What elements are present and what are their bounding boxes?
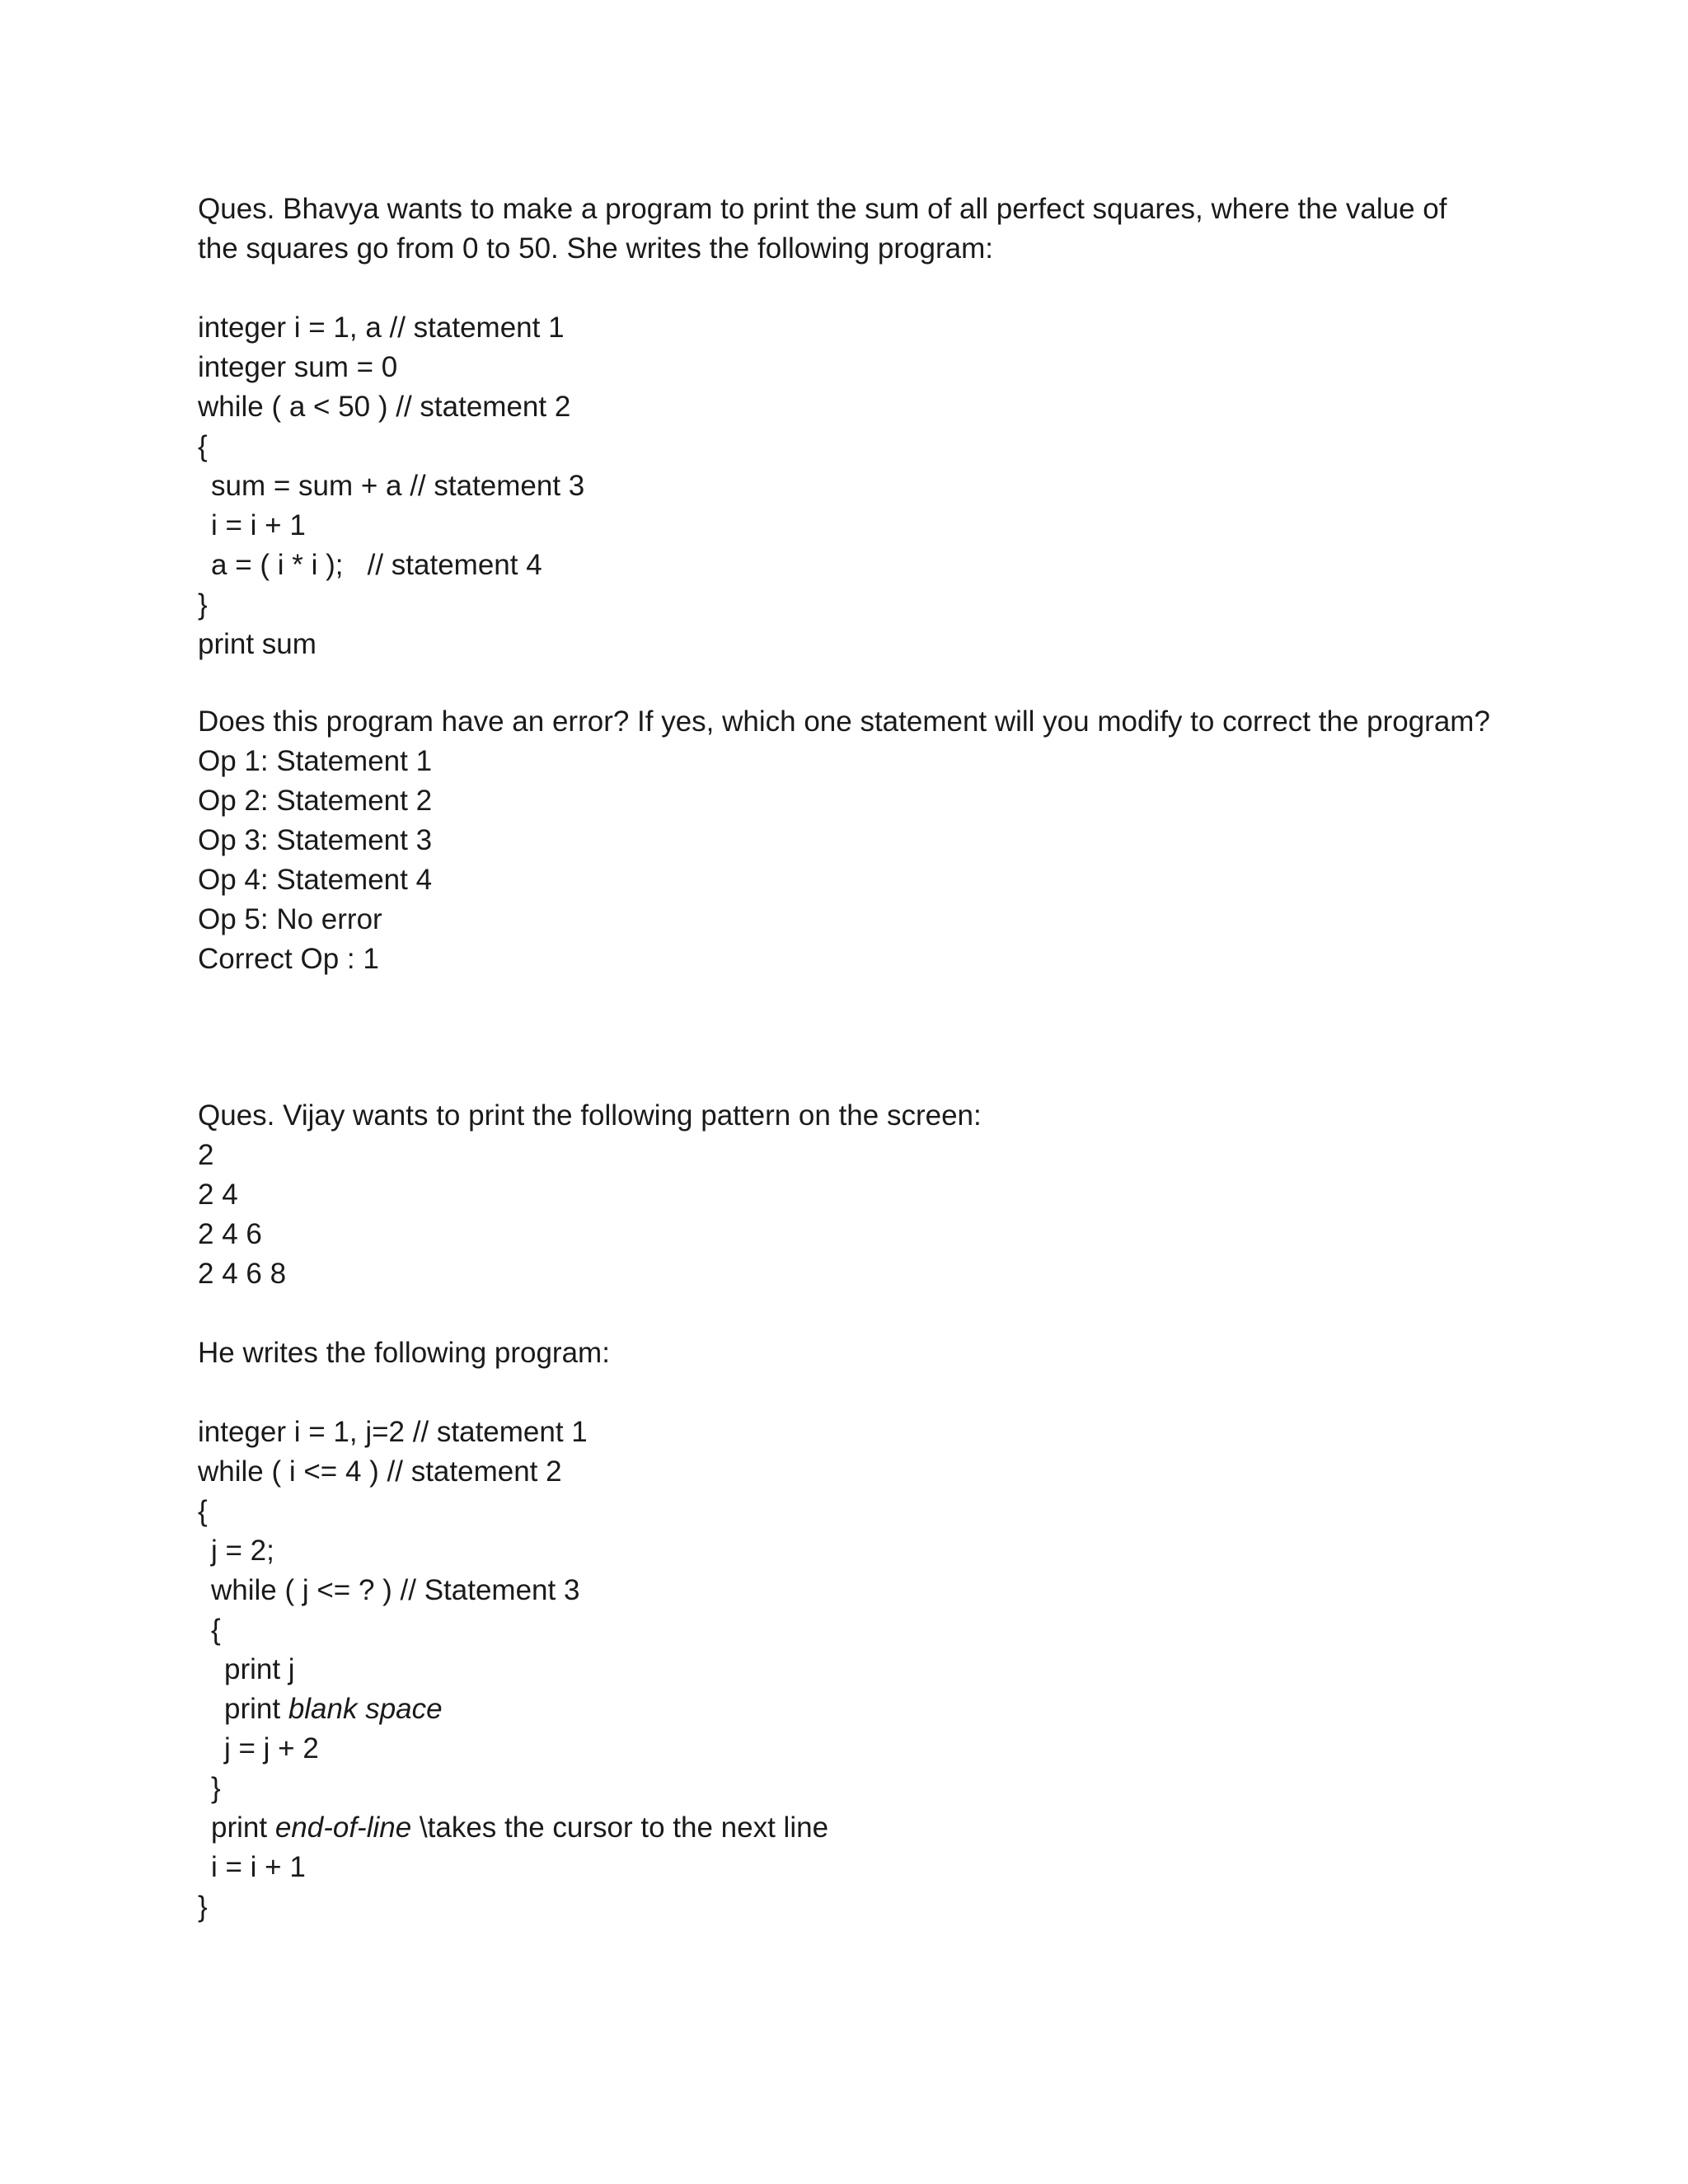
code-line: while ( i <= 4 ) // statement 2 [198, 1455, 562, 1488]
pattern-line: 2 4 6 8 [198, 1258, 287, 1290]
code-line: while ( j <= ? ) // Statement 3 [211, 1574, 580, 1606]
option-1: Op 1: Statement 1 [198, 745, 433, 777]
pattern-line: 2 [198, 1139, 214, 1171]
code-line: sum = sum + a // statement 3 [211, 470, 585, 502]
code-line: { [211, 1614, 221, 1646]
pattern-line: 2 4 [198, 1179, 238, 1211]
code-line: print j [224, 1653, 295, 1685]
correct-option: Correct Op : 1 [198, 943, 379, 975]
q2-code-block [198, 1413, 1490, 1927]
q2-question-text: Ques. Vijay wants to print the following pattern on the screen: [198, 1099, 982, 1132]
code-line: } [198, 588, 208, 621]
code-line: integer i = 1, a // statement 1 [198, 312, 565, 344]
q1-block [198, 190, 1490, 269]
q2-intro-block [198, 1333, 1490, 1373]
code-line: j = 2; [211, 1535, 274, 1567]
q1-options-block [198, 702, 1490, 979]
code-line: { [198, 1495, 208, 1527]
code-line: j = j + 2 [224, 1732, 319, 1765]
pattern-line: 2 4 6 [198, 1218, 262, 1250]
q1-code-block [198, 308, 1490, 664]
code-line: i = i + 1 [211, 1851, 306, 1883]
code-line: print sum [198, 628, 316, 660]
code-line: a = ( i * i ); // statement 4 [211, 549, 542, 581]
q2-intro-text: He writes the following program: [198, 1337, 610, 1369]
code-line: i = i + 1 [211, 509, 306, 541]
code-text: print [211, 1811, 275, 1844]
code-line: } [198, 1891, 208, 1923]
code-line: } [211, 1772, 221, 1804]
q1-error-question: Does this program have an error? If yes, which one statement will you modify to correct the program? [198, 705, 1490, 738]
code-line [198, 1808, 1490, 1848]
code-italic-text: end-of-line [274, 1811, 412, 1844]
option-3: Op 3: Statement 3 [198, 824, 433, 856]
code-comment: \takes the cursor to the next line [411, 1811, 829, 1844]
q1-question-text: Ques. Bhavya wants to make a program to print the sum of all perfect squares, where the value of the squares go from 0 to 50. She writes the following program: [198, 193, 1447, 265]
code-line: { [198, 430, 208, 462]
option-4: Op 4: Statement 4 [198, 864, 433, 896]
code-line: while ( a < 50 ) // statement 2 [198, 391, 571, 423]
option-5: Op 5: No error [198, 903, 382, 935]
code-text: print [224, 1693, 288, 1725]
code-line [198, 1690, 1490, 1729]
code-line: integer sum = 0 [198, 351, 398, 383]
q2-block [198, 1096, 1490, 1294]
code-italic-text: blank space [288, 1693, 443, 1725]
option-2: Op 2: Statement 2 [198, 785, 433, 817]
code-line: integer i = 1, j=2 // statement 1 [198, 1416, 588, 1448]
